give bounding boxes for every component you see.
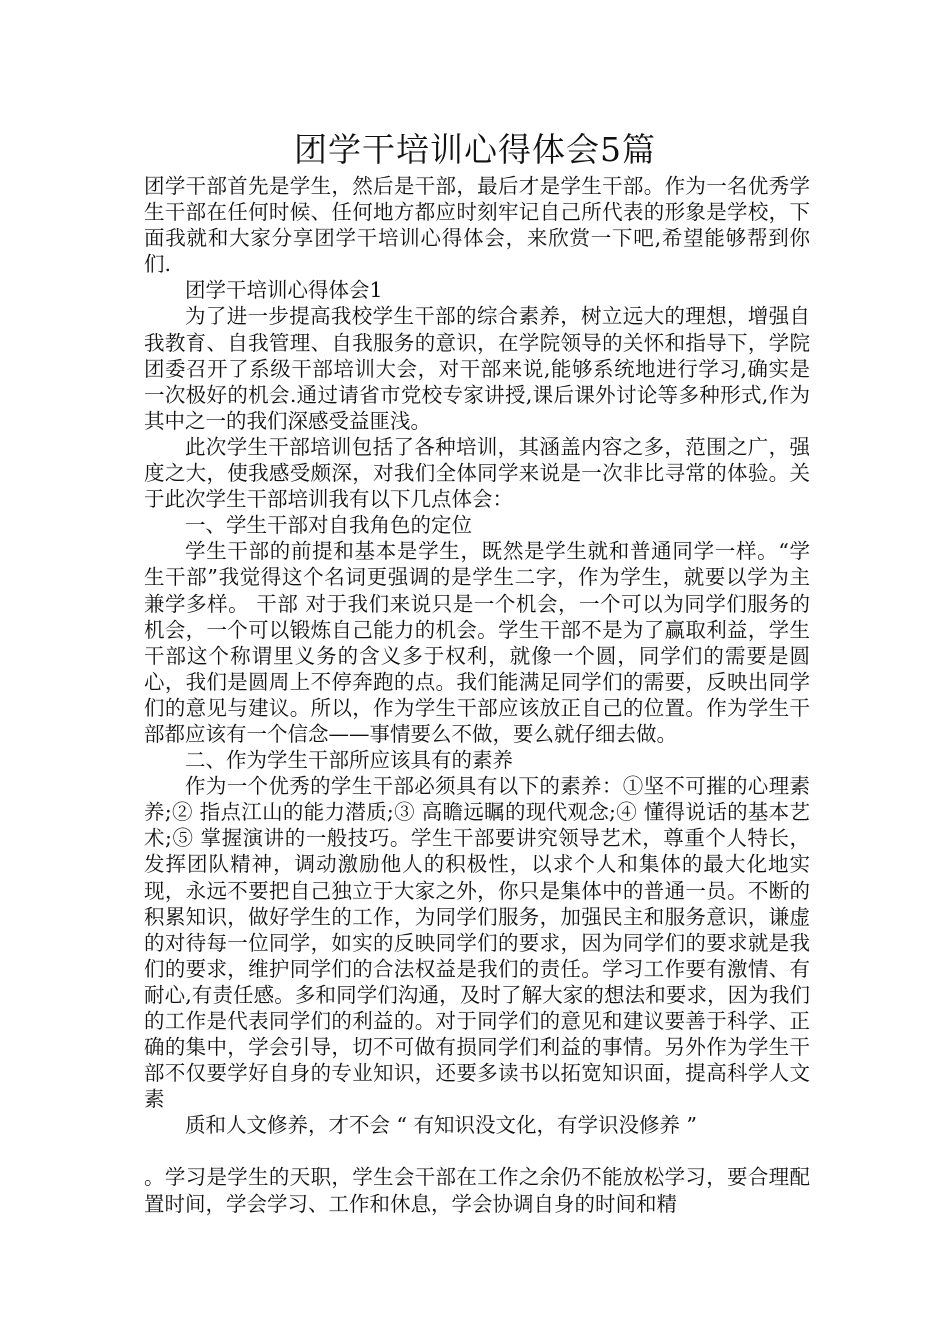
- intro-paragraph: 团学干部首先是学生，然后是干部，最后才是学生干部。作为一名优秀学生干部在任何时候、任何地方都应时刻牢记自己所代表的形象是学校，下面我就和大家分享团学干培训心得体会，来欣赏一下吧,希望能够帮到你们.: [144, 174, 810, 277]
- body-paragraph: 为了进一步提高我校学生干部的综合素养，树立远大的理想，增强自我教育、自我管理、自我服务的意识，在学院领导的关怀和指导下，学院团委召开了系级干部培训大会，对干部来说,能够系统地进行学习,确实是一次极好的机会.通过请省市党校专家讲授,课后课外讨论等多种形式,作为其中之一的我们深感受益匪浅。: [144, 304, 810, 433]
- subsection-heading: 二、作为学生干部所应该具有的素养: [185, 748, 513, 773]
- body-paragraph: 质和人文修养，才不会 “ 有知识没文化，有学识没修养 ”: [185, 1113, 698, 1138]
- body-paragraph: 学生干部的前提和基本是学生，既然是学生就和普通同学一样。“学生干部”我觉得这个名词更强调的是学生二字，作为学生，就要以学为主兼学多样。 干部 对于我们来说只是一个机会，一个可以为同学们服务的机会，一个可以锻炼自己能力的机会。学生干部不是为了赢取利益，学生干部这个称谓里义务的含义多于权利，就像一个圆，同学们的需要是圆心，我们是圆周上不停奔跑的点。我们能满足同学们的需要，反映出同学们的意见与建议。所以，作为学生干部应该放正自己的位置。作为学生干部都应该有一个信念——事情要么不做，要么就仔细去做。: [144, 539, 810, 746]
- blank-line: [144, 1138, 810, 1164]
- document-body: [144, 173, 810, 1217]
- page-title: 团学干培训心得体会5篇: [294, 130, 656, 169]
- body-paragraph: 。学习是学生的天职，学生会干部在工作之余仍不能放松学习，要合理配置时间，学会学习、工作和休息，学会协调自身的时间和精: [144, 1165, 810, 1216]
- body-paragraph: 此次学生干部培训包括了各种培训，其涵盖内容之多，范围之广，强度之大，使我感受颇深，对我们全体同学来说是一次非比寻常的体验。关于此次学生干部培训我有以下几点体会：: [144, 434, 810, 512]
- section-heading: 团学干培训心得体会1: [185, 278, 383, 303]
- subsection-heading: 一、学生干部对自我角色的定位: [185, 513, 472, 538]
- body-paragraph: 作为一个优秀的学生干部必须具有以下的素养：①坚不可摧的心理素养;② 指点江山的能力潜质;③ 高瞻远瞩的现代观念;④ 懂得说话的基本艺术;⑤ 掌握演讲的一般技巧。学生干部要讲究领导艺术，尊重个人特长，发挥团队精神，调动激励他人的积极性，以求个人和集体的最大化地实现，永远不要把自己独立于大家之外，你只是集体中的普通一员。不断的积累知识，做好学生的工作，为同学们服务，加强民主和服务意识，谦虚的对待每一位同学，如实的反映同学们的要求，因为同学们的要求就是我们的要求，维护同学们的合法权益是我们的责任。学习工作要有激情、有耐心,有责任感。多和同学们沟通，及时了解大家的想法和要求，因为我们的工作是代表同学们的利益的。对于同学们的意见和建议要善于科学、正确的集中，学会引导，切不可做有损同学们利益的事情。另外作为学生干部不仅要学好自身的专业知识，还要多读书以拓宽知识面，提高科学人文素: [144, 774, 810, 1112]
